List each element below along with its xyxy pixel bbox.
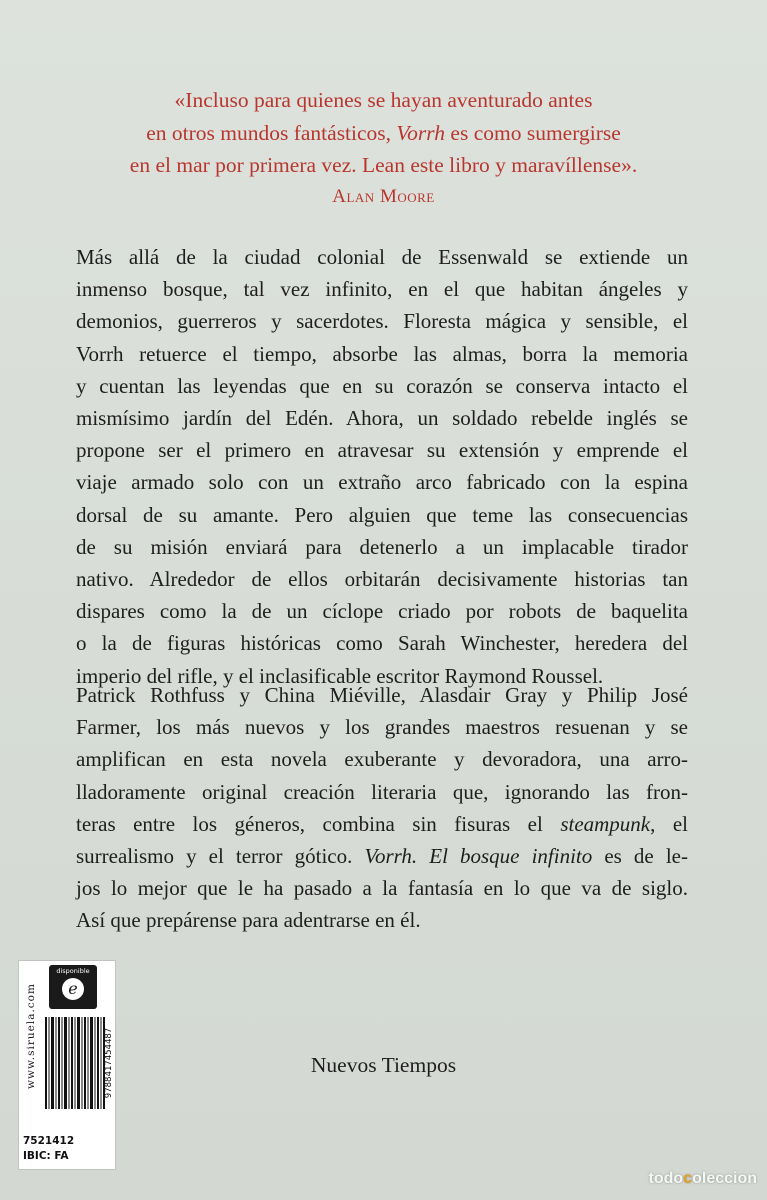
watermark-text: c xyxy=(683,1170,693,1187)
praise-text: teras entre los géneros, combina sin fisuras el xyxy=(76,811,561,836)
quote-title-italic: Vorrh xyxy=(396,120,446,145)
synopsis-line: demonios, guerreros y sacerdotes. Floresta mágica y sensible, el xyxy=(76,309,688,334)
isbn-text: 9788417454487 xyxy=(104,1027,115,1099)
ebook-available-badge xyxy=(49,965,97,1009)
synopsis-line: Vorrh retuerce el tiempo, absorbe las almas, borra la memoria xyxy=(76,341,688,366)
synopsis-line: dorsal de su amante. Pero alguien que teme las consecuencias xyxy=(76,502,688,527)
praise-paragraph xyxy=(76,679,688,937)
praise-line: Farmer, los más nuevos y los grandes maestros resuenan y se xyxy=(76,715,688,740)
praise-text: surrealismo y el terror gótico. xyxy=(76,844,365,869)
synopsis-line: o la de figuras históricas como Sarah Winchester, heredera del xyxy=(76,631,688,656)
synopsis-line: viaje armado solo con un extraño arco fabricado con la espina xyxy=(76,470,688,495)
synopsis-line: inmenso bosque, tal vez infinito, en el que habitan ángeles y xyxy=(76,277,688,302)
quote-line xyxy=(60,117,707,150)
book-title-italic: Vorrh. El bosque infinito xyxy=(364,844,593,869)
watermark xyxy=(649,1170,757,1188)
praise-line: lladoramente original creación literaria que, ignorando las fron- xyxy=(76,779,688,804)
praise-line xyxy=(76,840,688,872)
praise-text: es de le- xyxy=(592,844,688,869)
praise-text: , el xyxy=(650,811,689,836)
synopsis-line: Más allá de la ciudad colonial de Essenwald se extiende un xyxy=(76,245,688,269)
praise-line: Así que prepárense para adentrarse en él. xyxy=(76,908,421,933)
blurb-quote xyxy=(60,84,707,182)
synopsis-line: dispares como la de un cíclope criado por robots de baquelita xyxy=(76,599,688,624)
badge-label: disponible xyxy=(56,967,90,975)
watermark-text: oleccion xyxy=(692,1170,757,1187)
synopsis-line: mismísimo jardín del Edén. Ahora, un soldado rebelde inglés se xyxy=(76,406,688,431)
quote-text: en otros mundos fantásticos, xyxy=(146,120,397,145)
synopsis-line: propone ser el primero en atravesar su extensión y emprende el xyxy=(76,438,688,463)
praise-line: jos lo mejor que le ha pasado a la fantasía en lo que va de siglo. xyxy=(76,876,688,901)
synopsis-line: y cuentan las leyendas que en su corazón se conserva intacto el xyxy=(76,373,688,398)
collection-name: Nuevos Tiempos xyxy=(310,1053,457,1077)
quote-line: «Incluso para quienes se hayan aventurado antes xyxy=(174,88,593,112)
praise-line: amplifican en esta novela exuberante y devoradora, una arro- xyxy=(76,747,688,772)
praise-line: Patrick Rothfuss y China Miéville, Alasdair Gray y Philip José xyxy=(76,683,688,707)
genre-italic: steampunk xyxy=(560,811,651,836)
synopsis-paragraph xyxy=(76,241,688,692)
ibic-code: IBIC: FA xyxy=(23,1150,69,1162)
watermark-text: todo xyxy=(648,1170,684,1187)
publisher-url xyxy=(23,961,39,1111)
synopsis-line: imperio del rifle, y el inclasificable escritor Raymond Roussel. xyxy=(76,663,604,688)
quote-author: Alan Moore xyxy=(332,186,435,207)
quote-text: es como sumergirse xyxy=(445,120,621,145)
praise-line xyxy=(76,808,688,840)
publisher-url-text: www.siruela.com xyxy=(25,983,38,1089)
product-code: 7521412 xyxy=(23,1135,75,1147)
quote-line: en el mar por primera vez. Lean este libro y maravíllense». xyxy=(129,153,638,177)
synopsis-line: nativo. Alrededor de ellos orbitarán decisivamente historias tan xyxy=(76,567,688,592)
synopsis-line: de su misión enviará para detenerlo a un implacable tirador xyxy=(76,534,688,559)
ebook-icon: e xyxy=(62,978,84,1000)
